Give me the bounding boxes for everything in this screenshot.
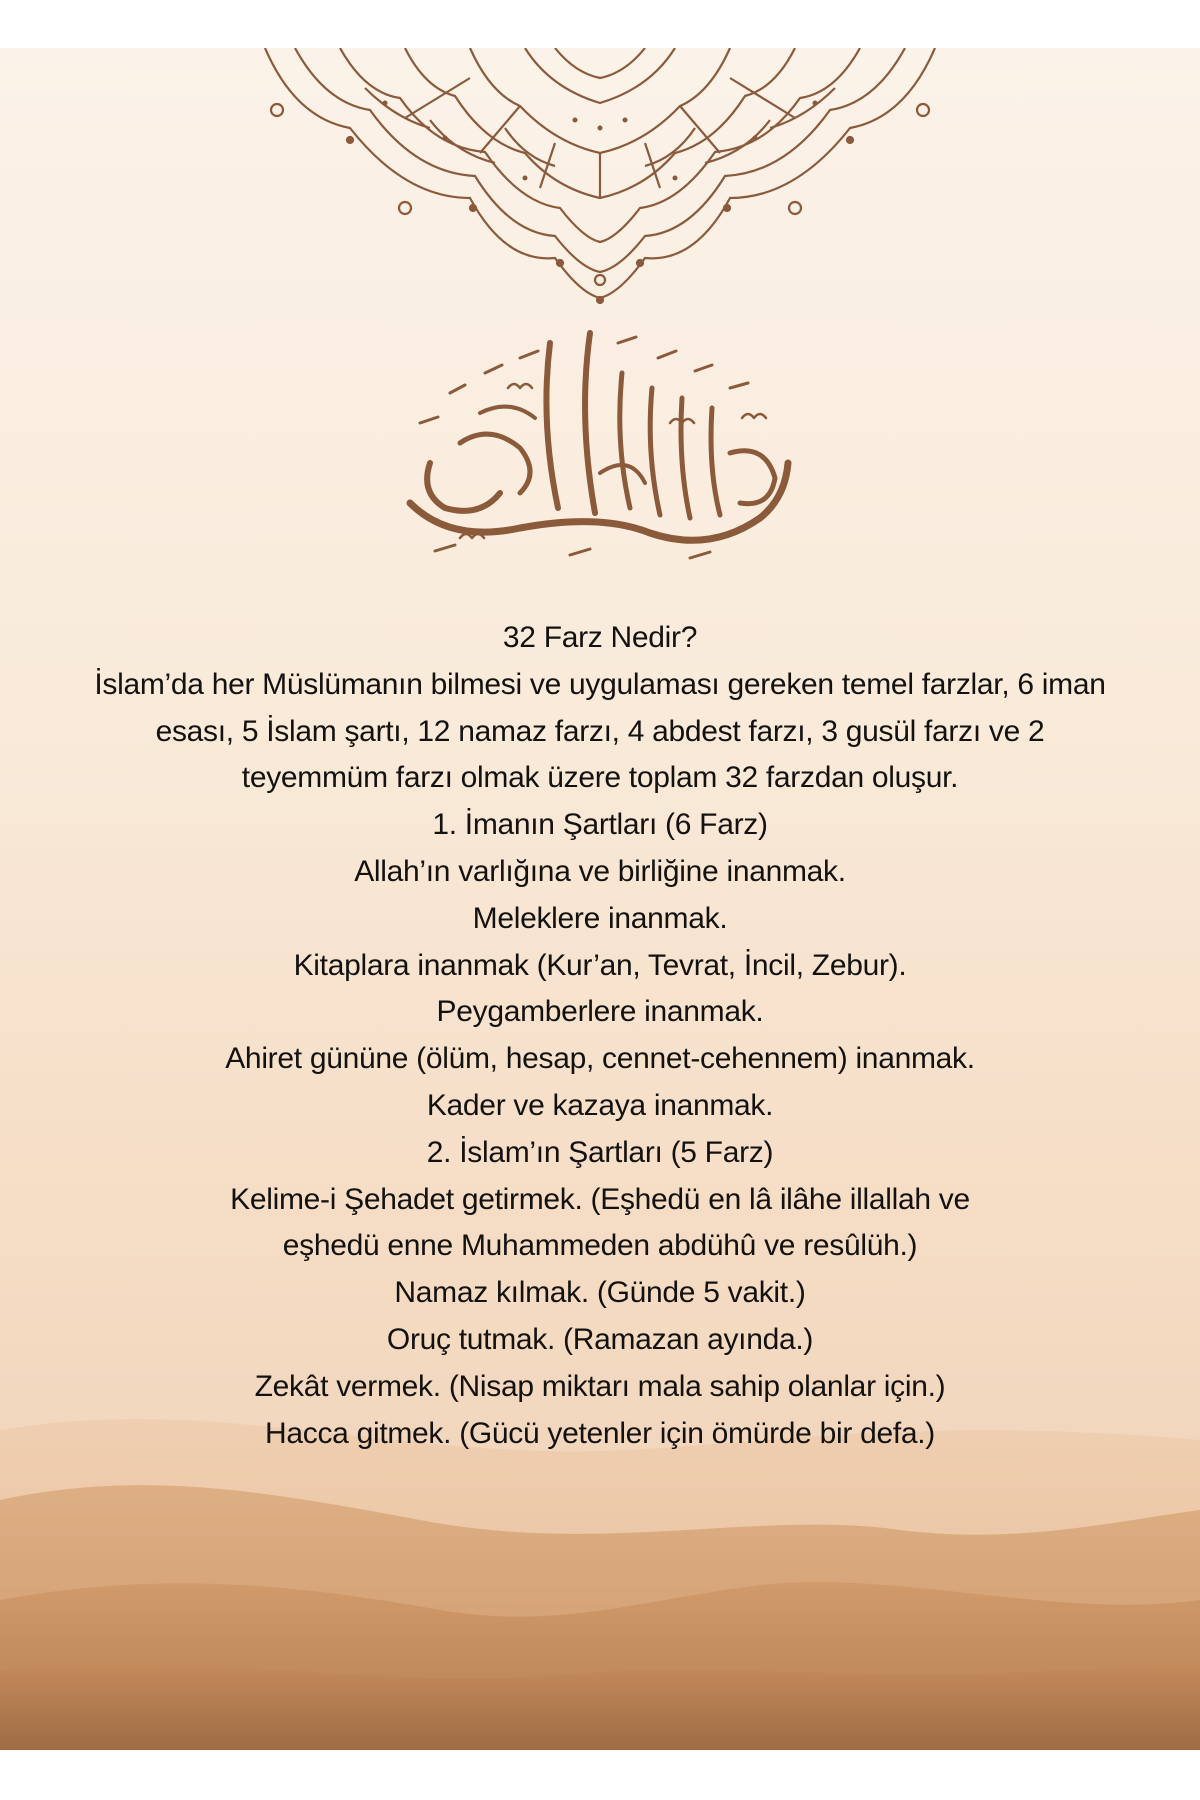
mandala-ornament-icon <box>255 48 945 308</box>
list-item: Ahiret gününe (ölüm, hesap, cennet-cehennem) inanmak. <box>225 1042 975 1076</box>
list-item: Kader ve kazaya inanmak. <box>426 1088 774 1122</box>
list-item: Oruç tutmak. (Ramazan ayında.) <box>386 1322 814 1356</box>
list-item: Peygamberlere inanmak. <box>436 995 764 1029</box>
besmele-calligraphy-image <box>390 303 810 573</box>
poster-page <box>0 48 1200 1750</box>
intro-paragraph: İslam’da her Müslümanın bilmesi ve uygulaması gereken temel farzlar, 6 iman esası, 5 İslam şartı, 12 namaz farzı, 4 abdest farzı, 3 gusül farzı ve 2 teyemmüm farzı olmak üzere toplam 32 farzdan oluşur. <box>94 667 1106 795</box>
section-heading: 2. İslam’ın Şartları (5 Farz) <box>426 1135 774 1169</box>
list-item: Namaz kılmak. (Günde 5 vakit.) <box>394 1276 806 1310</box>
list-item: Zekât vermek. (Nisap miktarı mala sahip olanlar için.) <box>254 1369 946 1403</box>
list-item: Kelime-i Şehadet getirmek. (Eşhedü en lâ ilâhe illallah ve eşhedü enne Muhammeden abdühû ve resûlüh.) <box>230 1182 970 1263</box>
list-item: Hacca gitmek. (Gücü yetenler için ömürde bir defa.) <box>265 1416 935 1450</box>
list-item: Allah’ın varlığına ve birliğine inanmak. <box>354 854 846 888</box>
document-body <box>60 615 1140 1457</box>
page-title: 32 Farz Nedir? <box>502 621 698 654</box>
section-heading: 1. İmanın Şartları (6 Farz) <box>432 808 768 842</box>
list-item: Meleklere inanmak. <box>472 901 728 935</box>
list-item: Kitaplara inanmak (Kur’an, Tevrat, İncil, Zebur). <box>293 948 907 982</box>
